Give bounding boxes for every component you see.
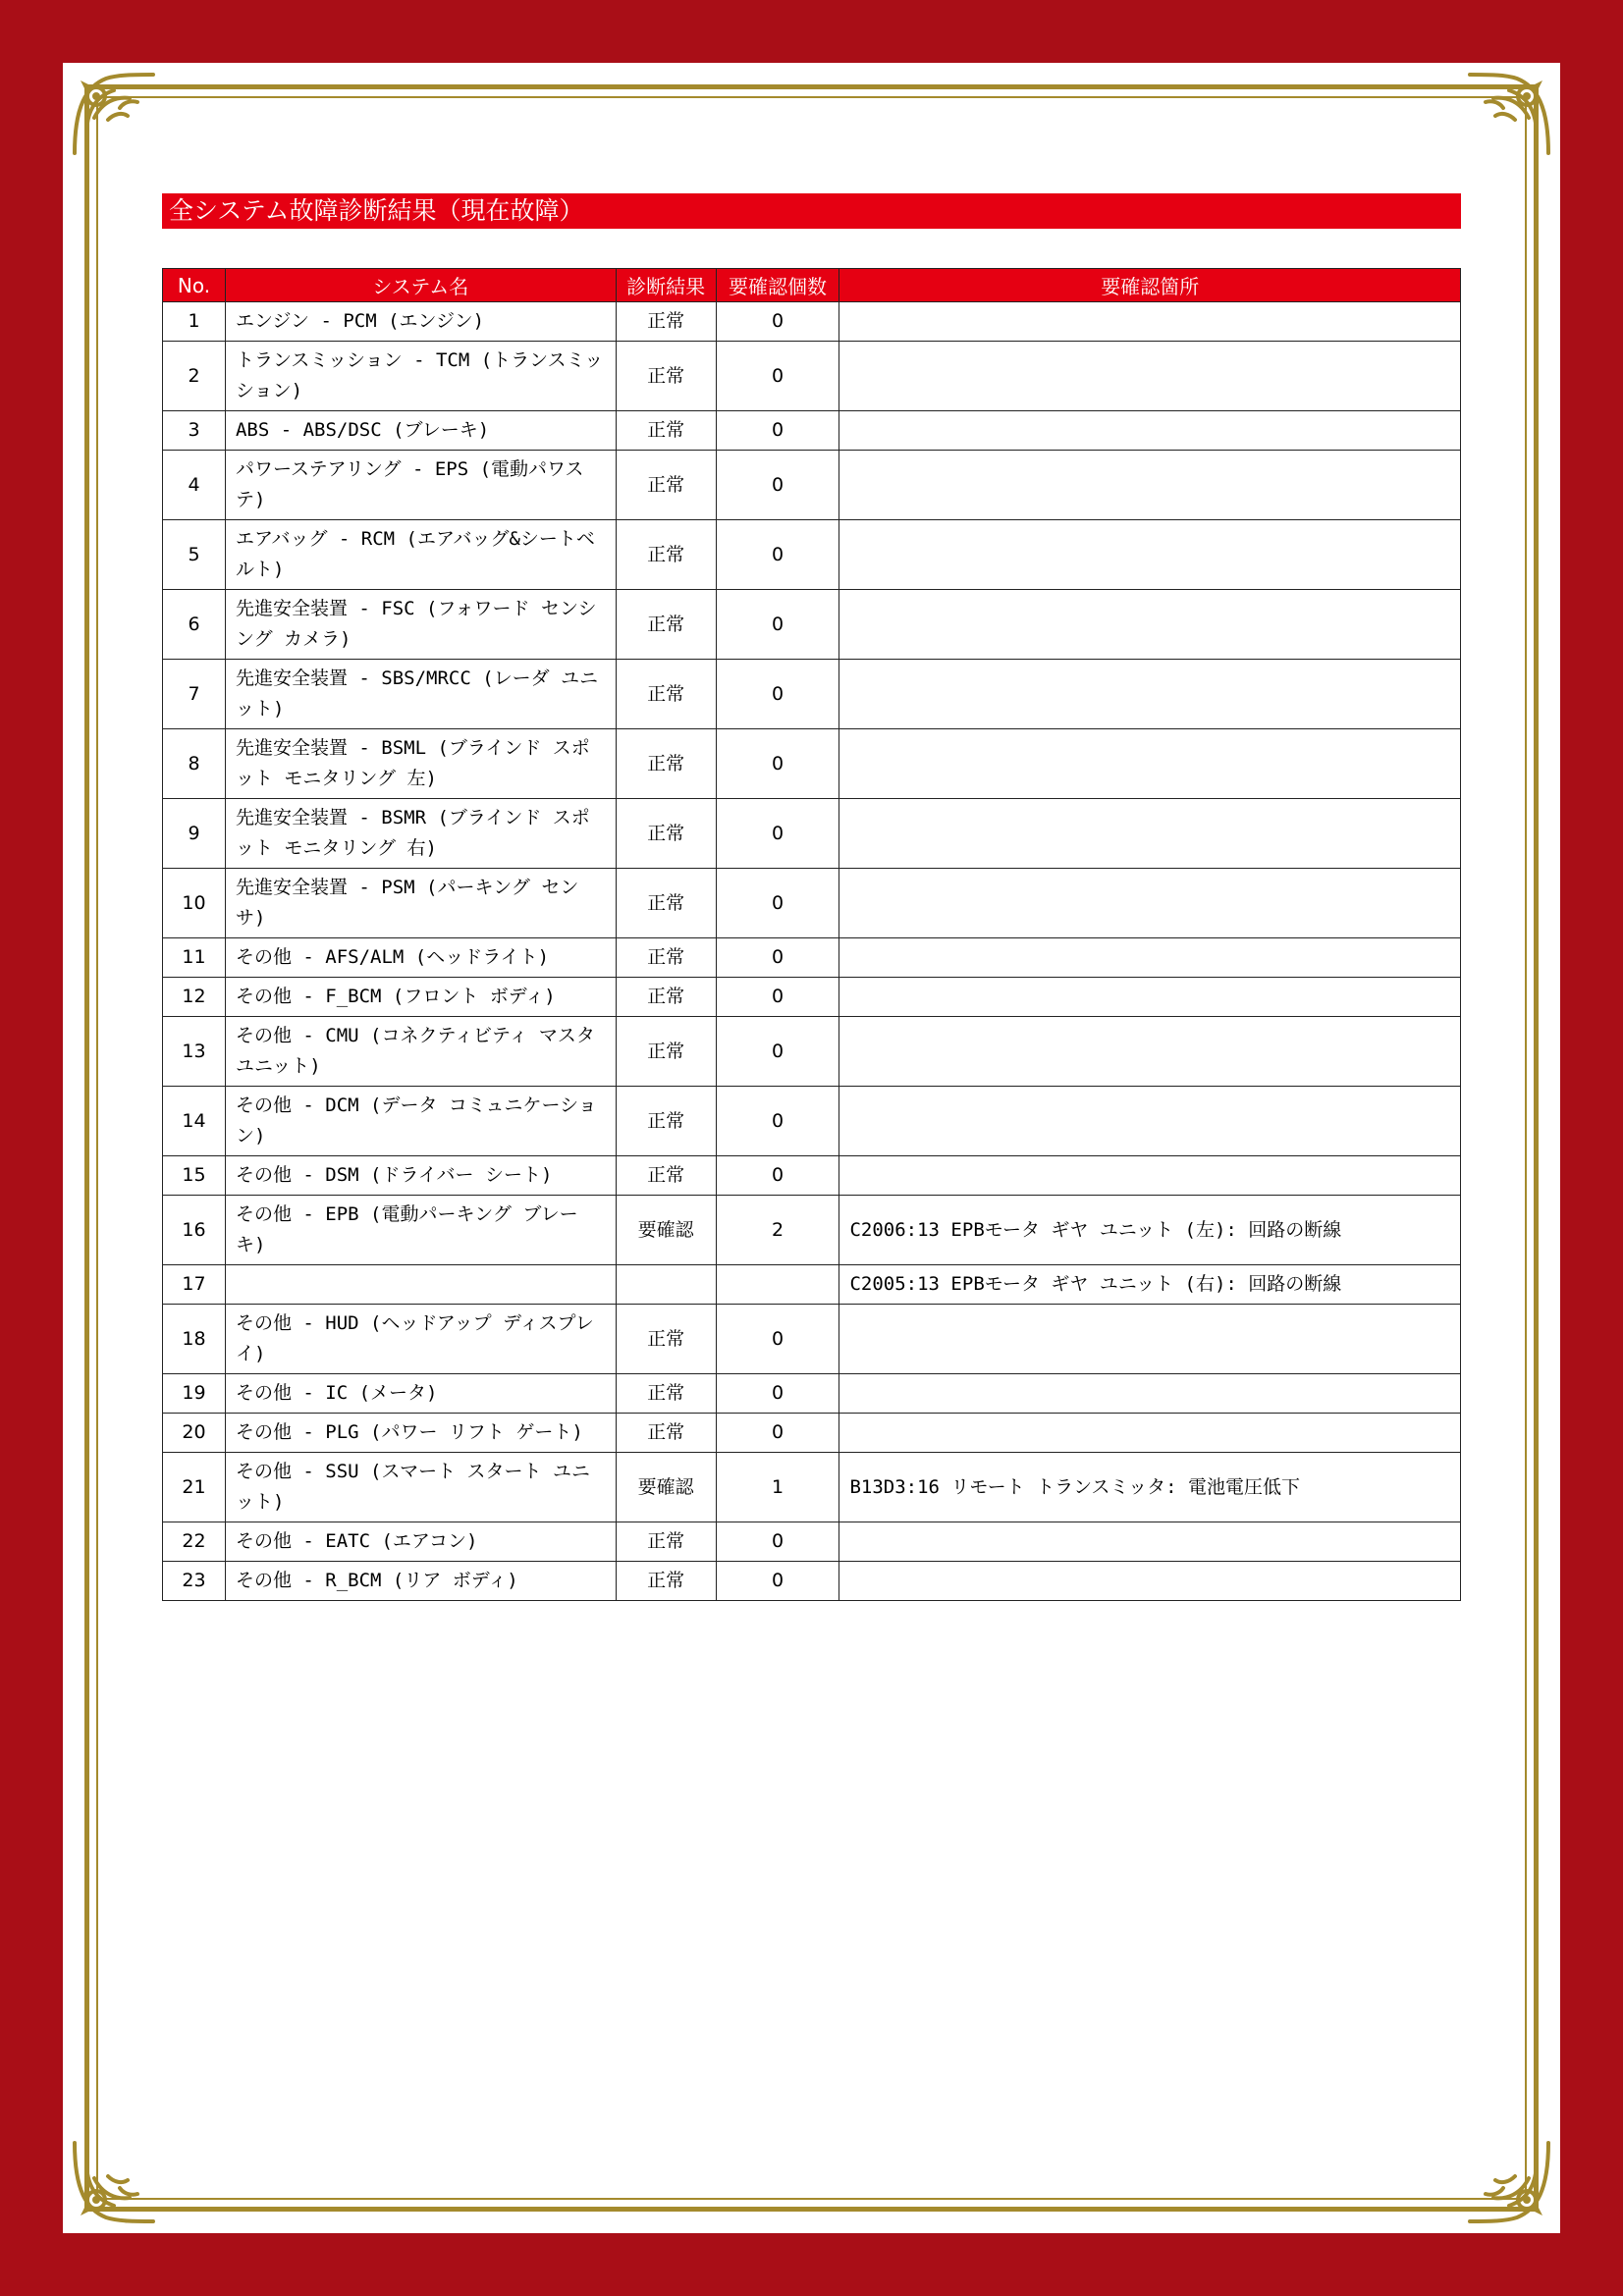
- cell-result: 正常: [616, 451, 716, 520]
- cell-count: 0: [716, 1156, 839, 1196]
- cell-no: 1: [163, 302, 226, 342]
- cell-location: [839, 1087, 1461, 1156]
- table-row: [163, 1156, 1461, 1196]
- section-title: 全システム故障診断結果（現在故障）: [162, 193, 1461, 229]
- corner-ornament-icon: [67, 2135, 161, 2229]
- cell-no: 20: [163, 1414, 226, 1453]
- table-row: [163, 660, 1461, 729]
- cell-count: 0: [716, 978, 839, 1017]
- header-result: 診断結果: [616, 269, 716, 302]
- cell-system: 先進安全装置 - BSML (ブラインド スポット モニタリング 左): [225, 729, 616, 799]
- table-row: [163, 1453, 1461, 1522]
- cell-no: 11: [163, 938, 226, 978]
- cell-count: 0: [716, 1562, 839, 1601]
- table-row: [163, 1414, 1461, 1453]
- cell-system: 先進安全装置 - FSC (フォワード センシング カメラ): [225, 590, 616, 660]
- cell-result: 正常: [616, 1087, 716, 1156]
- cell-count: 0: [716, 302, 839, 342]
- cell-count: 0: [716, 869, 839, 938]
- cell-location: [839, 520, 1461, 590]
- table-row: [163, 938, 1461, 978]
- header-count: 要確認個数: [716, 269, 839, 302]
- cell-result: 正常: [616, 1374, 716, 1414]
- cell-count: 0: [716, 1522, 839, 1562]
- cell-no: 8: [163, 729, 226, 799]
- cell-count: 0: [716, 799, 839, 869]
- table-row: [163, 1087, 1461, 1156]
- cell-system: その他 - EPB (電動パーキング ブレーキ): [225, 1196, 616, 1265]
- cell-location: [839, 799, 1461, 869]
- cell-result: 正常: [616, 342, 716, 411]
- table-row: [163, 411, 1461, 451]
- cell-no: 6: [163, 590, 226, 660]
- header-system: システム名: [225, 269, 616, 302]
- diagnosis-table: [162, 268, 1461, 1601]
- cell-system: パワーステアリング - EPS (電動パワステ): [225, 451, 616, 520]
- cell-no: 7: [163, 660, 226, 729]
- table-row: [163, 869, 1461, 938]
- cell-count: [716, 1265, 839, 1305]
- header-no: No.: [163, 269, 226, 302]
- table-row: [163, 590, 1461, 660]
- cell-location: [839, 451, 1461, 520]
- cell-no: 14: [163, 1087, 226, 1156]
- header-location: 要確認箇所: [839, 269, 1461, 302]
- table-body: [163, 302, 1461, 1601]
- table-row: [163, 1196, 1461, 1265]
- cell-system: その他 - EATC (エアコン): [225, 1522, 616, 1562]
- corner-ornament-icon: [1462, 67, 1556, 161]
- cell-no: 16: [163, 1196, 226, 1265]
- cell-system: エンジン - PCM (エンジン): [225, 302, 616, 342]
- corner-ornament-icon: [1462, 2135, 1556, 2229]
- cell-count: 0: [716, 1414, 839, 1453]
- cell-location: [839, 978, 1461, 1017]
- cell-result: 正常: [616, 869, 716, 938]
- cell-system: 先進安全装置 - BSMR (ブラインド スポット モニタリング 右): [225, 799, 616, 869]
- cell-system: その他 - DCM (データ コミュニケーション): [225, 1087, 616, 1156]
- cell-location: [839, 1017, 1461, 1087]
- cell-result: 正常: [616, 1305, 716, 1374]
- cell-result: 正常: [616, 729, 716, 799]
- cell-result: 正常: [616, 1017, 716, 1087]
- cell-no: 21: [163, 1453, 226, 1522]
- cell-location: [839, 938, 1461, 978]
- cell-count: 0: [716, 590, 839, 660]
- cell-count: 0: [716, 1305, 839, 1374]
- cell-count: 1: [716, 1453, 839, 1522]
- cell-no: 5: [163, 520, 226, 590]
- cell-result: 正常: [616, 1156, 716, 1196]
- cell-system: ABS - ABS/DSC (ブレーキ): [225, 411, 616, 451]
- cell-location: B13D3:16 リモート トランスミッタ: 電池電圧低下: [839, 1453, 1461, 1522]
- cell-count: 0: [716, 451, 839, 520]
- table-row: [163, 978, 1461, 1017]
- table-header-row: [163, 269, 1461, 302]
- cell-no: 18: [163, 1305, 226, 1374]
- cell-count: 2: [716, 1196, 839, 1265]
- cell-location: [839, 1374, 1461, 1414]
- table-row: [163, 799, 1461, 869]
- table-row: [163, 1017, 1461, 1087]
- cell-system: その他 - IC (メータ): [225, 1374, 616, 1414]
- cell-no: 10: [163, 869, 226, 938]
- table-row: [163, 1305, 1461, 1374]
- cell-location: C2005:13 EPBモータ ギヤ ユニット (右): 回路の断線: [839, 1265, 1461, 1305]
- cell-count: 0: [716, 660, 839, 729]
- table-row: [163, 1522, 1461, 1562]
- cell-location: [839, 1156, 1461, 1196]
- cell-result: 要確認: [616, 1453, 716, 1522]
- cell-count: 0: [716, 1087, 839, 1156]
- cell-system: その他 - R_BCM (リア ボディ): [225, 1562, 616, 1601]
- cell-no: 2: [163, 342, 226, 411]
- table-row: [163, 302, 1461, 342]
- table-row: [163, 729, 1461, 799]
- cell-no: 4: [163, 451, 226, 520]
- cell-location: C2006:13 EPBモータ ギヤ ユニット (左): 回路の断線: [839, 1196, 1461, 1265]
- cell-result: 正常: [616, 799, 716, 869]
- cell-system: その他 - DSM (ドライバー シート): [225, 1156, 616, 1196]
- cell-location: [839, 869, 1461, 938]
- cell-location: [839, 1305, 1461, 1374]
- cell-count: 0: [716, 411, 839, 451]
- cell-result: 正常: [616, 1414, 716, 1453]
- cell-location: [839, 1414, 1461, 1453]
- cell-no: 17: [163, 1265, 226, 1305]
- cell-result: 正常: [616, 1522, 716, 1562]
- cell-location: [839, 1562, 1461, 1601]
- table-row: [163, 1374, 1461, 1414]
- cell-count: 0: [716, 938, 839, 978]
- cell-result: 正常: [616, 1562, 716, 1601]
- cell-no: 15: [163, 1156, 226, 1196]
- cell-no: 19: [163, 1374, 226, 1414]
- cell-result: 正常: [616, 520, 716, 590]
- cell-count: 0: [716, 1374, 839, 1414]
- cell-system: その他 - SSU (スマート スタート ユニット): [225, 1453, 616, 1522]
- cell-location: [839, 660, 1461, 729]
- cell-location: [839, 302, 1461, 342]
- cell-location: [839, 729, 1461, 799]
- cell-result: 正常: [616, 660, 716, 729]
- table-row: [163, 342, 1461, 411]
- cell-system: 先進安全装置 - SBS/MRCC (レーダ ユニット): [225, 660, 616, 729]
- cell-location: [839, 342, 1461, 411]
- cell-count: 0: [716, 520, 839, 590]
- cell-result: 正常: [616, 590, 716, 660]
- cell-no: 12: [163, 978, 226, 1017]
- cell-count: 0: [716, 729, 839, 799]
- cell-location: [839, 590, 1461, 660]
- cell-system: [225, 1265, 616, 1305]
- cell-location: [839, 1522, 1461, 1562]
- cell-result: 正常: [616, 938, 716, 978]
- cell-result: 正常: [616, 978, 716, 1017]
- cell-system: トランスミッション - TCM (トランスミッション): [225, 342, 616, 411]
- table-row: [163, 1562, 1461, 1601]
- cell-system: 先進安全装置 - PSM (パーキング センサ): [225, 869, 616, 938]
- cell-result: [616, 1265, 716, 1305]
- cell-result: 正常: [616, 302, 716, 342]
- cell-system: その他 - F_BCM (フロント ボディ): [225, 978, 616, 1017]
- cell-no: 22: [163, 1522, 226, 1562]
- cell-no: 23: [163, 1562, 226, 1601]
- cell-count: 0: [716, 1017, 839, 1087]
- cell-system: その他 - CMU (コネクティビティ マスタ ユニット): [225, 1017, 616, 1087]
- cell-count: 0: [716, 342, 839, 411]
- cell-system: その他 - PLG (パワー リフト ゲート): [225, 1414, 616, 1453]
- table-row: [163, 520, 1461, 590]
- cell-result: 正常: [616, 411, 716, 451]
- table-row: [163, 451, 1461, 520]
- report-page: [63, 63, 1560, 2233]
- cell-system: その他 - HUD (ヘッドアップ ディスプレイ): [225, 1305, 616, 1374]
- cell-no: 13: [163, 1017, 226, 1087]
- cell-no: 3: [163, 411, 226, 451]
- table-row: [163, 1265, 1461, 1305]
- cell-no: 9: [163, 799, 226, 869]
- cell-location: [839, 411, 1461, 451]
- corner-ornament-icon: [67, 67, 161, 161]
- cell-system: その他 - AFS/ALM (ヘッドライト): [225, 938, 616, 978]
- cell-system: エアバッグ - RCM (エアバッグ&シートベルト): [225, 520, 616, 590]
- cell-result: 要確認: [616, 1196, 716, 1265]
